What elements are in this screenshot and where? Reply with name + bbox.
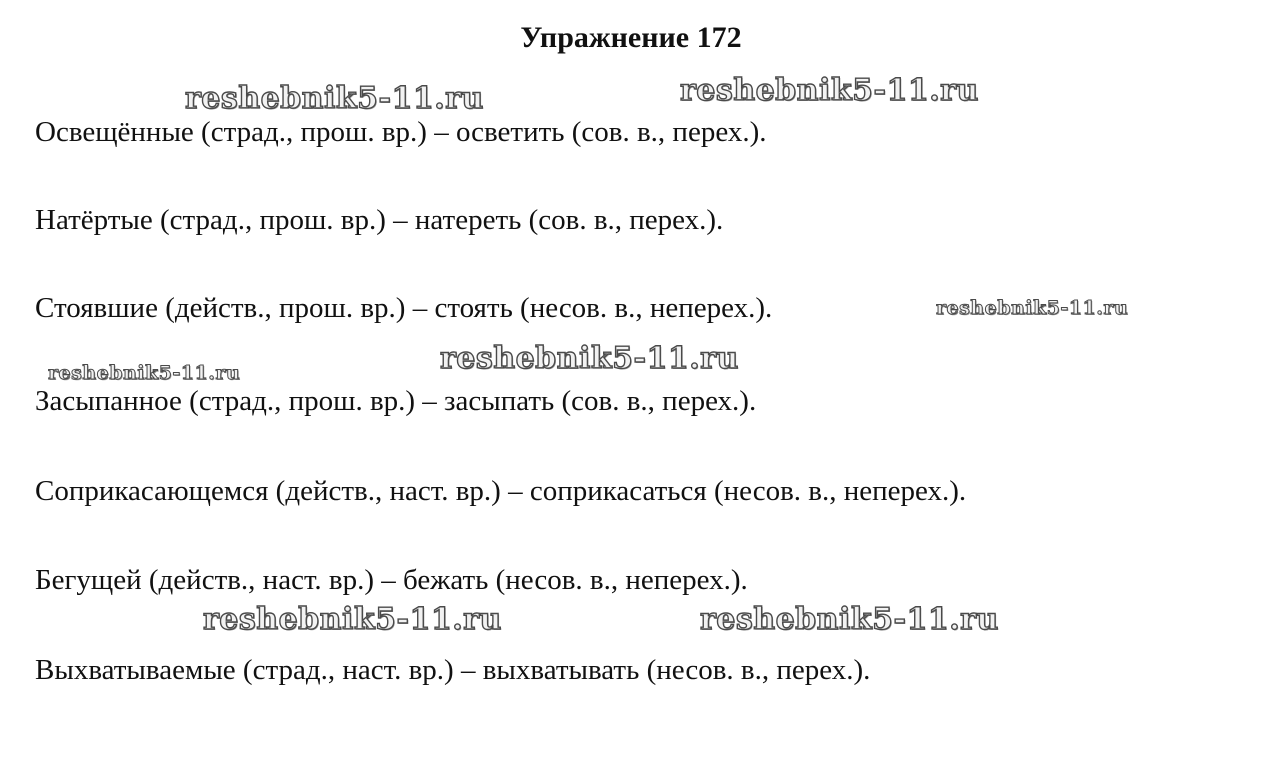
answer-line-4: Засыпанное (страд., прош. вр.) – засыпать (сов. в., перех.). — [35, 385, 757, 417]
watermark: reshebnik5-11.ru — [440, 341, 739, 376]
watermark: reshebnik5-11.ru — [48, 362, 241, 384]
answer-line-5: Соприкасающемся (действ., наст. вр.) – соприкасаться (несов. в., неперех.). — [35, 475, 967, 507]
watermark: reshebnik5-11.ru — [203, 602, 502, 637]
answer-line-6: Бегущей (действ., наст. вр.) – бежать (несов. в., неперех.). — [35, 564, 748, 596]
watermark: reshebnik5-11.ru — [700, 602, 999, 637]
watermark: reshebnik5-11.ru — [680, 73, 979, 108]
answer-line-2: Натёртые (страд., прош. вр.) – натереть (сов. в., перех.). — [35, 204, 724, 236]
answer-line-3: Стоявшие (действ., прош. вр.) – стоять (несов. в., неперех.). — [35, 292, 773, 324]
watermark: reshebnik5-11.ru — [185, 81, 484, 116]
exercise-title: Упражнение 172 — [520, 21, 742, 54]
watermark: reshebnik5-11.ru — [936, 297, 1129, 319]
answer-line-7: Выхватываемые (страд., наст. вр.) – выхватывать (несов. в., перех.). — [35, 654, 871, 686]
answer-line-1: Освещённые (страд., прош. вр.) – осветить (сов. в., перех.). — [35, 116, 767, 148]
